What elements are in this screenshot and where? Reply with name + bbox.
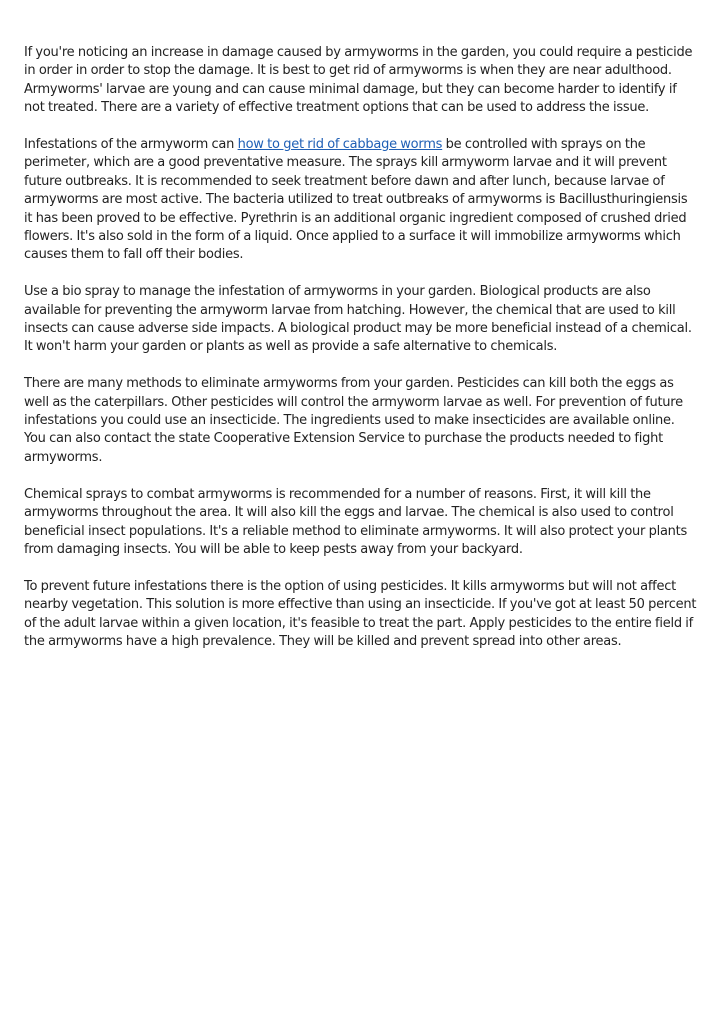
paragraph-2-lead-text: Infestations of the armyworm can [24,137,238,153]
paragraph-2-body-text: be controlled with sprays on the perimeter, which are a good preventative measure. The sprays kill armyworm larvae and it will prevent future outbreaks. It is recommended to seek treatment before dawn and after lunch, because larvae of armyworms are most active. The bacteria utilized to treat outbreaks of armyworms is Bacillusthuringiensis it has been proved to be effective. Pyrethrin is an additional organic ingredient composed of crushed dried flowers. It's also sold in the form of a liquid. Once applied to a surface it will immobilize armyworms which causes them to fall off their bodies. [24,137,688,263]
paragraph-4: There are many methods to eliminate armyworms from your garden. Pesticides can kill both the eggs as well as the caterpillars. Other pesticides will control the armyworm larvae as well. For prevention of future infestations you could use an insecticide. The ingredients used to make insecticides are available online. You can also contact the state Cooperative Extension Service to purchase the products needed to fight armyworms. [24,376,683,465]
paragraph-5: Chemical sprays to combat armyworms is recommended for a number of reasons. First, it will kill the armyworms throughout the area. It will also kill the eggs and larvae. The chemical is also used to control beneficial insect populations. It's a reliable method to eliminate armyworms. It will also protect your plants from damaging insects. You will be able to keep pests away from your backyard. [24,486,688,557]
paragraph-3: Use a bio spray to manage the infestation of armyworms in your garden. Biological products are also available for preventing the armyworm larvae from hatching. However, the chemical that are used to kill insects can cause adverse side impacts. A biological product may be more beneficial instead of a chemical. It won't harm your garden or plants as well as provide a safe alternative to chemicals. [24,284,692,355]
paragraph-1: If you're noticing an increase in damage caused by armyworms in the garden, you could require a pesticide in order in order to stop the damage. It is best to get rid of armyworms is when they are near adulthood. Armyworms' larvae are young and can cause minimal damage, but they can become harder to identify if not treated. There are a variety of effective treatment options that can be used to address the issue. [24,45,693,116]
article-body [24,44,698,670]
paragraph-2 [24,136,698,265]
paragraph-6: To prevent future infestations there is the option of using pesticides. It kills armyworms but will not affect nearby vegetation. This solution is more effective than using an insecticide. If you've got at least 50 percent of the adult larvae within a given location, it's feasible to treat the part. Apply pesticides to the entire field if the armyworms have a high prevalence. They will be killed and prevent spread into other areas. [24,578,697,649]
cabbage-worms-link[interactable]: how to get rid of cabbage worms [237,137,443,153]
